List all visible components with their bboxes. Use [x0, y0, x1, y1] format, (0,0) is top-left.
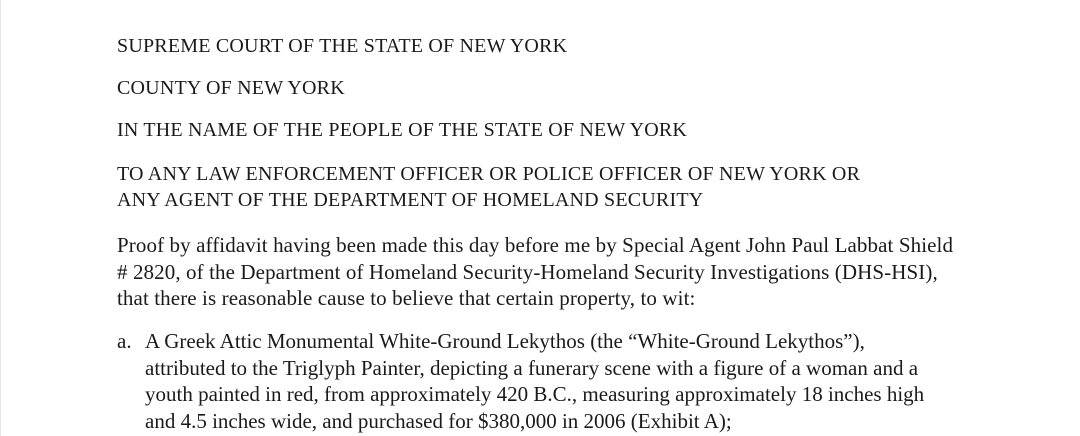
- list-item-line: and 4.5 inches wide, and purchased for $380,000 in 2006 (Exhibit A);: [145, 409, 732, 433]
- paragraph-line: Proof by affidavit having been made this day before me by Special Agent John Paul Labbat Shield: [117, 233, 954, 257]
- scan-edge: [0, 0, 1, 436]
- list-item-line: attributed to the Triglyph Painter, depicting a funerary scene with a figure of a woman and a: [145, 356, 919, 380]
- addressee-line-2: ANY AGENT OF THE DEPARTMENT OF HOMELAND SECURITY: [117, 189, 704, 211]
- addressee-line-1: TO ANY LAW ENFORCEMENT OFFICER OR POLICE OFFICER OF NEW YORK OR: [117, 163, 861, 185]
- court-heading: SUPREME COURT OF THE STATE OF NEW YORK: [117, 35, 568, 57]
- county-heading: COUNTY OF NEW YORK: [117, 77, 345, 99]
- list-item-marker: a.: [117, 329, 132, 353]
- list-item-line: youth painted in red, from approximately 420 B.C., measuring approximately 18 inches high: [145, 382, 925, 406]
- paragraph-line: that there is reasonable cause to believe that certain property, to wit:: [117, 286, 696, 310]
- paragraph-line: # 2820, of the Department of Homeland Security-Homeland Security Investigations (DHS-HSI),: [117, 260, 938, 284]
- people-heading: IN THE NAME OF THE PEOPLE OF THE STATE OF NEW YORK: [117, 119, 688, 141]
- list-item-line: A Greek Attic Monumental White-Ground Lekythos (the “White-Ground Lekythos”),: [145, 329, 865, 353]
